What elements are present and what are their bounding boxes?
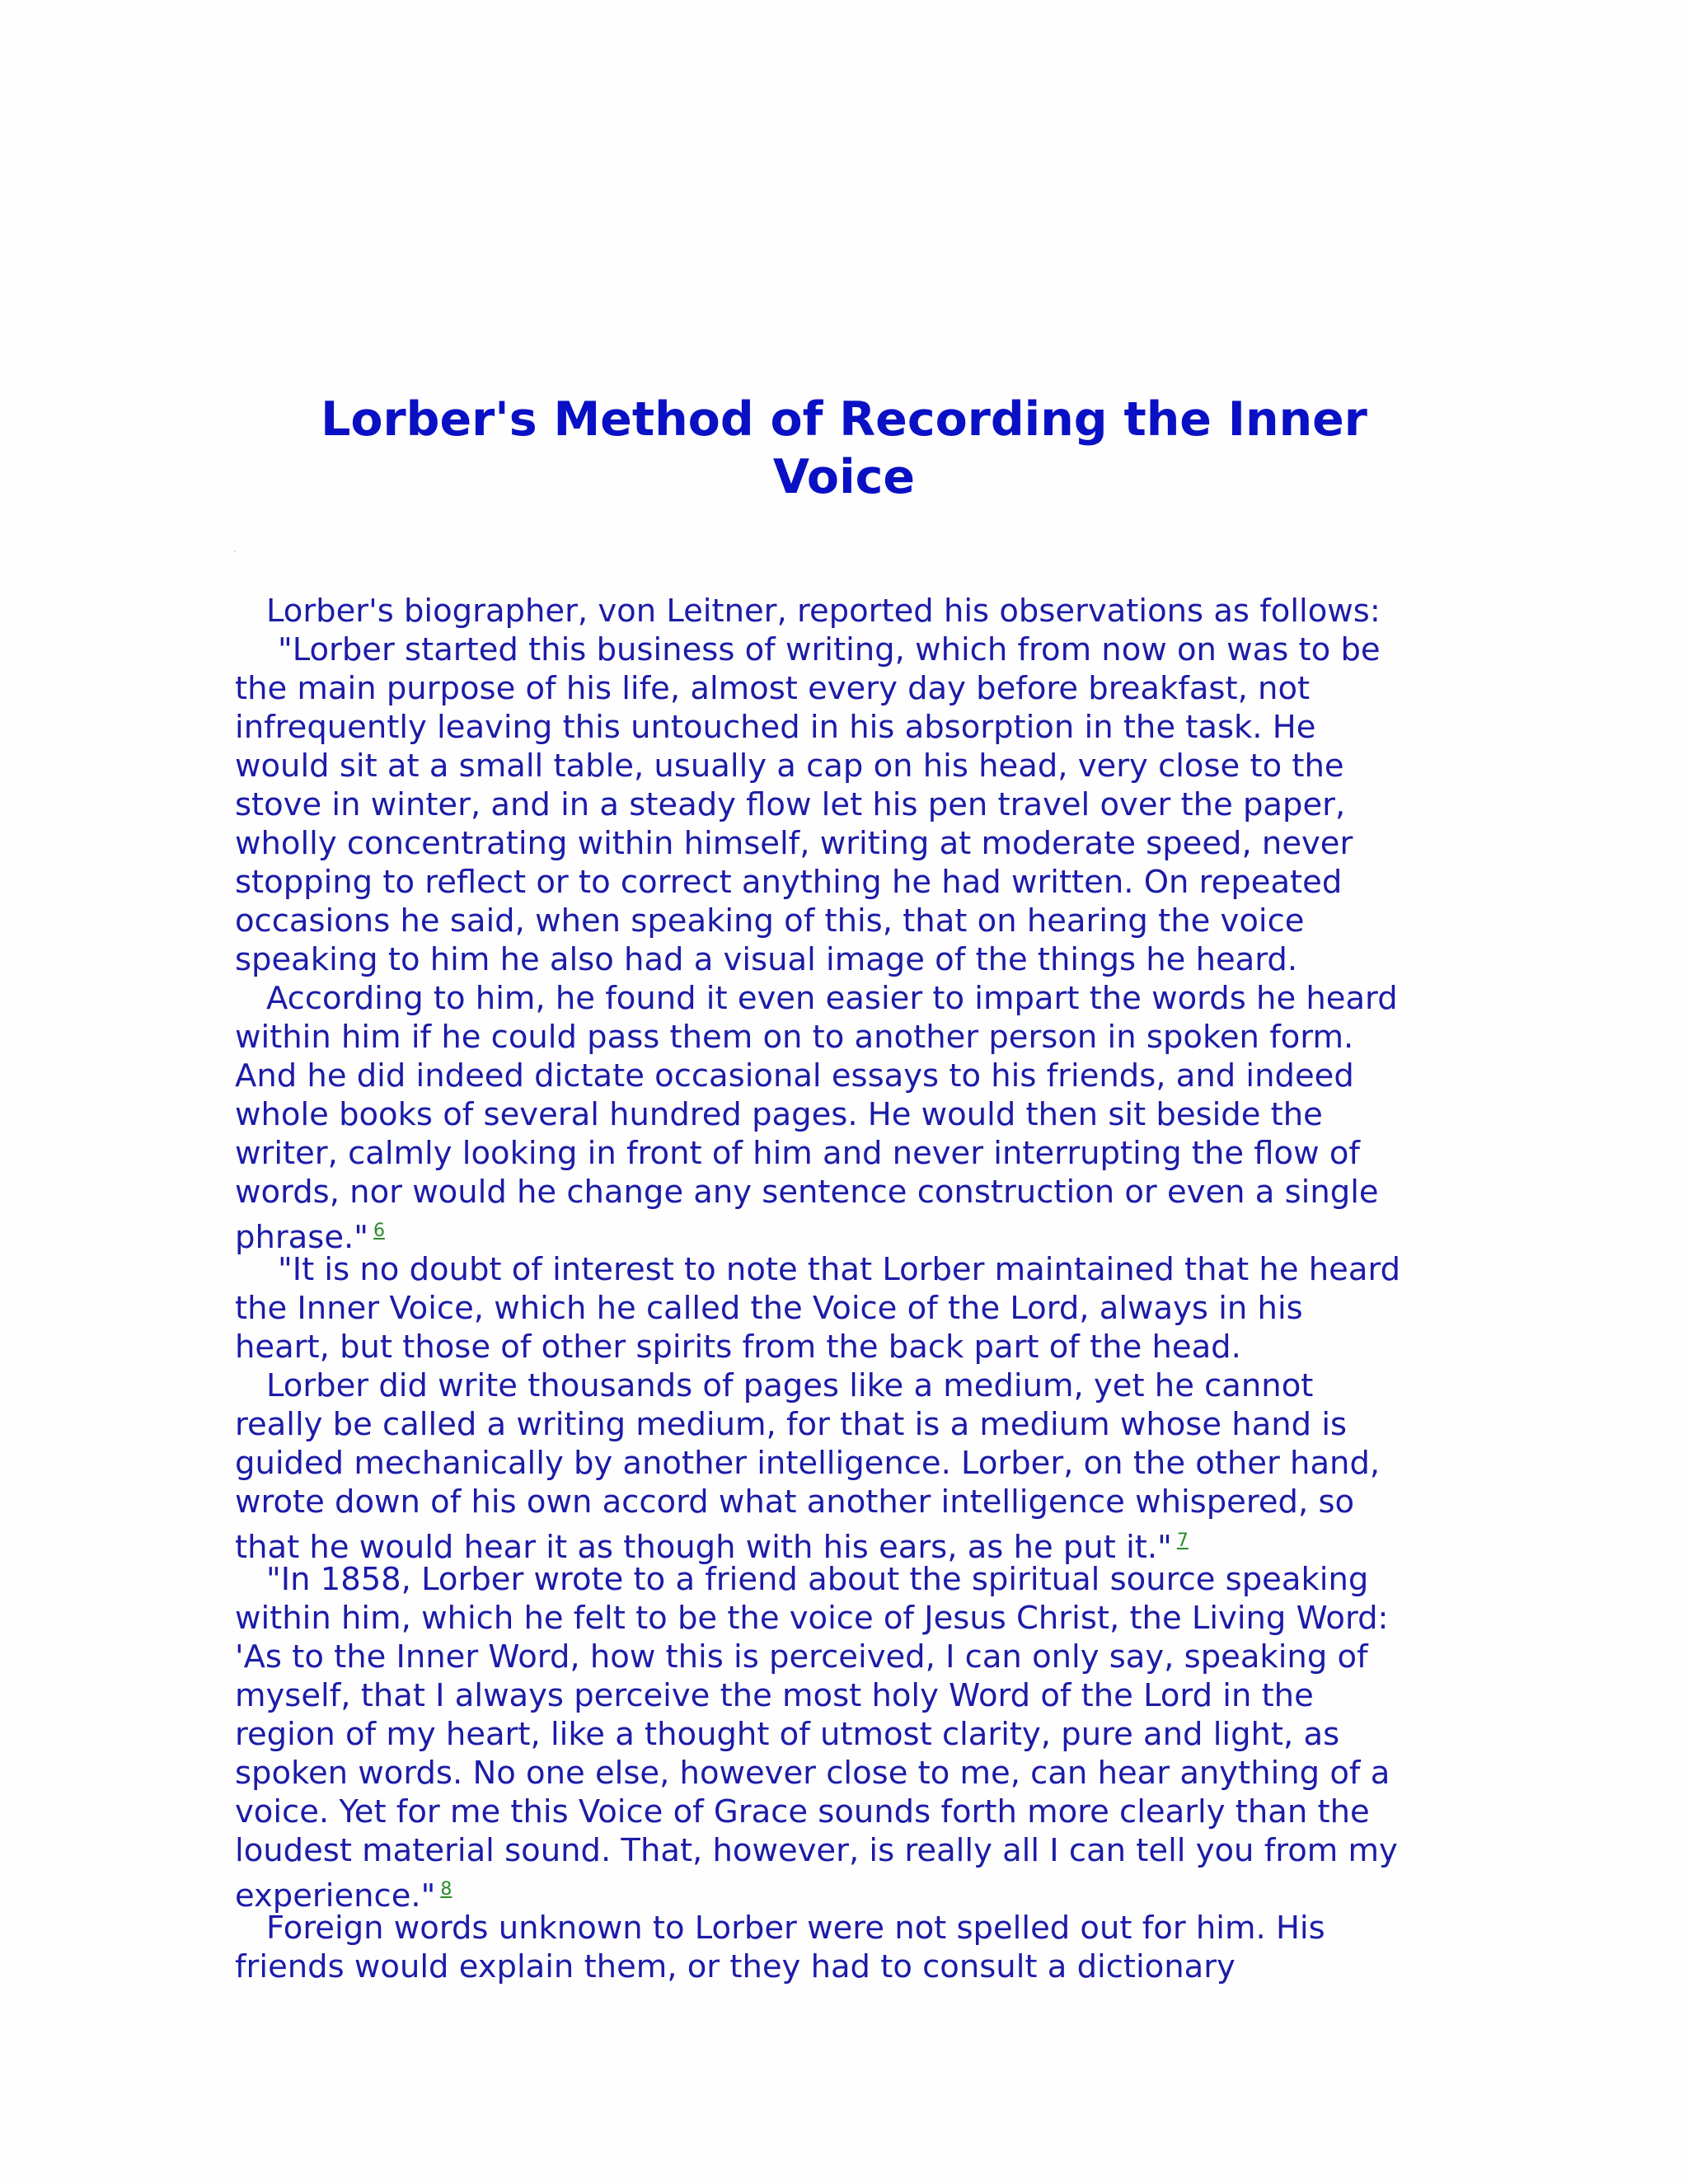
footnote-link-7[interactable]: 7 [1176,1530,1189,1551]
text-line: According to him, he found it even easier to impart the words he heard [266,980,1398,1017]
text-line: spoken words. No one else, however close to me, can hear anything of a [235,1755,1390,1792]
text-line: loudest material sound. That, however, is really all I can tell you from my [235,1832,1398,1869]
text-line: region of my heart, like a thought of utmost clarity, pure and light, as [235,1716,1340,1753]
text-line: "It is no doubt of interest to note that Lorber maintained that he heard [278,1251,1401,1288]
footnote-link-6[interactable]: 6 [373,1221,385,1241]
text-line-with-footnote [235,1212,1471,1256]
footnote-link-8[interactable]: 8 [440,1879,452,1900]
text-line: would sit at a small table, usually a cap on his head, very close to the [235,748,1344,785]
text-line-with-footnote [235,1521,1471,1566]
text-fragment: phrase." [235,1219,368,1256]
text-line: speaking to him he also had a visual image of the things he heard. [235,941,1298,978]
stray-mark [234,551,236,552]
page-title [198,391,1490,506]
text-line: really be called a writing medium, for that is a medium whose hand is [235,1406,1348,1443]
text-line: wholly concentrating within himself, writing at moderate speed, never [235,825,1353,862]
text-line: friends would explain them, or they had to consult a dictionary [235,1948,1236,1985]
text-line: stove in winter, and in a steady flow let his pen travel over the paper, [235,786,1346,823]
text-line: whole books of several hundred pages. He would then sit beside the [235,1096,1323,1133]
text-line: writer, calmly looking in front of him and never interrupting the flow of [235,1135,1360,1172]
text-line: Foreign words unknown to Lorber were not spelled out for him. His [266,1910,1325,1947]
text-line: Lorber's biographer, von Leitner, reported his observations as follows: [266,593,1381,630]
text-line: occasions he said, when speaking of this, that on hearing the voice [235,902,1305,940]
text-line: 'As to the Inner Word, how this is perceived, I can only say, speaking of [235,1638,1368,1675]
text-line: within him, which he felt to be the voice of Jesus Christ, the Living Word: [235,1600,1389,1637]
text-line: "Lorber started this business of writing, which from now on was to be [278,631,1381,668]
text-line: guided mechanically by another intelligence. Lorber, on the other hand, [235,1445,1381,1482]
text-line: words, nor would he change any sentence construction or even a single [235,1174,1379,1211]
text-line-with-footnote [235,1870,1471,1915]
text-line: voice. Yet for me this Voice of Grace sounds forth more clearly than the [235,1793,1370,1830]
title-line: Lorber's Method of Recording the Inner [321,392,1367,447]
text-line: wrote down of his own accord what another intelligence whispered, so [235,1483,1355,1521]
title-line: Voice [772,450,916,504]
text-line: the main purpose of his life, almost every day before breakfast, not [235,670,1311,707]
text-line: infrequently leaving this untouched in his absorption in the task. He [235,709,1316,746]
text-line: myself, that I always perceive the most holy Word of the Lord in the [235,1677,1314,1714]
text-fragment: that he would hear it as though with his ears, as he put it." [235,1529,1172,1566]
text-line: Lorber did write thousands of pages like a medium, yet he cannot [266,1367,1314,1404]
text-line: stopping to reflect or to correct anything he had written. On repeated [235,864,1343,901]
text-line: And he did indeed dictate occasional essays to his friends, and indeed [235,1057,1354,1094]
body-text [235,592,1471,1986]
text-line: "In 1858, Lorber wrote to a friend about the spiritual source speaking [266,1561,1369,1598]
text-fragment: experience." [235,1877,436,1915]
text-line: heart, but those of other spirits from the back part of the head. [235,1329,1241,1366]
text-line: the Inner Voice, which he called the Voice of the Lord, always in his [235,1290,1303,1327]
text-line: within him if he could pass them on to another person in spoken form. [235,1019,1354,1056]
